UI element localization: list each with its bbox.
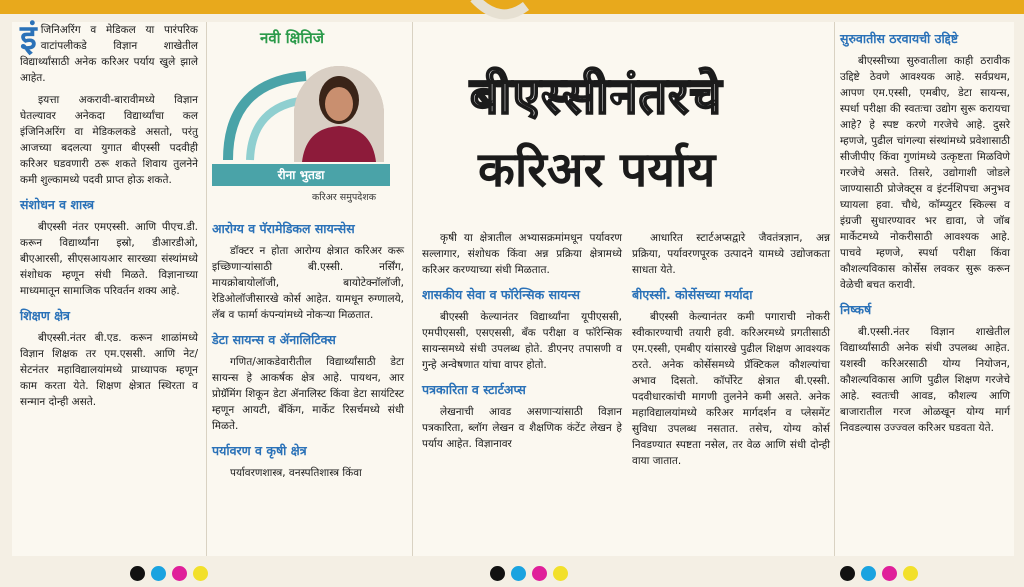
subheading: पर्यावरण व कृषी क्षेत्र xyxy=(212,443,307,458)
newspaper-page xyxy=(12,18,1014,556)
column-4 xyxy=(632,230,830,475)
column-5 xyxy=(840,22,1010,442)
intro-paragraph: इंजिनिअरिंग व मेडिकल या पारंपरिक वाटांपलीकडे विज्ञान शाखेतील विद्यार्थ्यांसाठी अनेक करिअर पर्याय खुले झाले आहेत. xyxy=(20,18,198,84)
registration-marks-right xyxy=(840,566,924,582)
headline-box xyxy=(422,46,830,216)
registration-dot xyxy=(511,566,526,581)
column-divider xyxy=(412,22,413,556)
subheading: शिक्षण क्षेत्र xyxy=(20,308,70,323)
registration-dot xyxy=(532,566,547,581)
column-divider xyxy=(206,22,207,556)
paragraph: बीएस्सीच्या सुरुवातीला काही ठरावीक उद्दिष्टे ठेवणे आवश्यक आहे. सर्वप्रथम, आपण एम.एस्सी, एमबीए, डेटा सायन्स, स्पर्धा परीक्षा की स्वतःचा उद्योग सुरू करायचा आहे? हे स्पष्ट करणे गरजेचे आहे. दुसरे म्हणजे, पुढील चांगल्या संस्थांमध्ये प्रवेशासाठी सीजीपीए किंवा गुणांमध्ये उत्कृष्टता मिळविणे गरजेचे असते. तिसरे, उद्योगाशी जोडले जाण्यासाठी प्रोजेक्ट्स व इंटर्नशिपचा अनुभव घ्यायला हवा. चौथे, कॉम्प्युटर स्किल्स व इंग्रजी सुधारण्यावर भर द्यावा, जे जॉब मार्केटमध्ये नोकरीसाठी आवश्यक आहे. पाचवे म्हणजे, स्पर्धा परीक्षा किंवा कौशल्यविकास कोर्सेस लवकर सुरू करून वेळेची बचत करावी. xyxy=(840,55,1010,291)
paragraph: बीएस्सी केल्यानंतर कमी पगाराची नोकरी स्वीकारण्याची तयारी हवी. करिअरमध्ये प्रगतीसाठी एम.एस्सी, एमबीए यांसारखे पुढील शिक्षण आवश्यक ठरते. अनेक कोर्सेसमध्ये प्रॅक्टिकल कौशल्यांचा अभाव दिसतो. कॉर्पोरेट क्षेत्रात बी.एस्सी. पदवीधारकांची मागणी तुलनेने कमी असते. अनेक महाविद्यालयांमध्ये करिअर मार्गदर्शन व प्लेसमेंट सुविधा उपलब्ध नसतात. तसेच, योग्य कोर्स निवडण्यात स्पष्टता नसेल, तर वेळ आणि संधी दोन्ही वाया जातात. xyxy=(632,311,830,467)
column-3 xyxy=(422,230,622,458)
headline-line-2: करिअर पर्याय xyxy=(478,142,716,198)
subheading: शासकीय सेवा व फॉरेन्सिक सायन्स xyxy=(422,287,580,302)
subheading: पत्रकारिता व स्टार्टअप्स xyxy=(422,382,526,397)
paragraph: बीएस्सी नंतर एमएस्सी. आणि पीएच.डी. करून विद्यार्थ्यांना इस्रो, डीआरडीओ, बीएआरसी, सीएसआयआर सारख्या संस्थांमध्ये संशोधक म्हणून संधी मिळते. विज्ञानाच्या माध्यमातून सामाजिक परिवर्तन शक्य आहे. xyxy=(20,221,198,297)
registration-dot xyxy=(151,566,166,581)
registration-marks-left xyxy=(130,566,214,582)
paragraph: डॉक्टर न होता आरोग्य क्षेत्रात करिअर करू इच्छिणाऱ्यांसाठी बी.एस्सी. नर्सिंग, मायक्रोबायोलॉजी, बायोटेक्नॉलॉजी, रेडिओलॉजीसारखे कोर्स आहेत. यामधून रुग्णालये, लॅब व फार्मा कंपन्यांमध्ये नोकऱ्या मिळतात. xyxy=(212,245,404,321)
author-role: करिअर समुपदेशक xyxy=(312,192,377,203)
author-name: रीना भुतडा xyxy=(212,164,390,186)
column-2 xyxy=(212,22,404,487)
registration-dot xyxy=(130,566,145,581)
decorative-swoosh-icon xyxy=(470,0,530,26)
registration-dot xyxy=(553,566,568,581)
registration-dot xyxy=(490,566,505,581)
registration-dot xyxy=(882,566,897,581)
registration-dot xyxy=(840,566,855,581)
registration-dot xyxy=(903,566,918,581)
subheading: आरोग्य व पॅरामेडिकल सायन्सेस xyxy=(212,221,355,236)
subheading: सुरुवातीस ठरवायची उद्दिष्टे xyxy=(840,31,959,46)
series-title: नवी क्षितिजे xyxy=(260,29,324,47)
paragraph: पर्यावरणशास्त्र, वनस्पतिशास्त्र किंवा xyxy=(230,467,362,479)
author-box xyxy=(212,22,404,212)
paragraph: गणित/आकडेवारीतील विद्यार्थ्यांसाठी डेटा सायन्स हे आकर्षक क्षेत्र आहे. पायथन, आर प्रोग्रॅमिंग शिकून डेटा ॲनालिस्ट किंवा डेटा सायंटिस्ट म्हणून आयटी, बँकिंग, मार्केट रिसर्चमध्ये संधी मिळते. xyxy=(212,356,404,432)
subheading: डेटा सायन्स व ॲनालिटिक्स xyxy=(212,332,336,347)
headline-line-1: बीएस्सीनंतरचे xyxy=(470,67,723,125)
column-divider xyxy=(834,22,835,556)
paragraph: कृषी या क्षेत्रातील अभ्यासक्रमांमधून पर्यावरण सल्लागार, संशोधक किंवा अन्न प्रक्रिया क्षेत्रामध्ये करिअर करण्याच्या संधी मिळतात. xyxy=(422,232,622,276)
registration-dot xyxy=(861,566,876,581)
subheading: बीएस्सी. कोर्सेसच्या मर्यादा xyxy=(632,287,753,302)
subheading: संशोधन व शास्त्र xyxy=(20,197,94,212)
paragraph: बीएस्सी केल्यानंतर विद्यार्थ्यांना यूपीएससी, एमपीएससी, एसएससी, बँक परीक्षा व फॉरेन्सिक सायन्समध्ये संधी उपलब्ध होते. डीएनए तपासणी व गुन्हे अन्वेषणात यांचा वापर होतो. xyxy=(422,311,622,371)
registration-dot xyxy=(172,566,187,581)
registration-dot xyxy=(193,566,208,581)
paragraph: आधारित स्टार्टअप्सद्वारे जैवतंत्रज्ञान, अन्न प्रक्रिया, पर्यावरणपूरक उत्पादने यामध्ये उद्योजकता साधता येते. xyxy=(632,232,830,276)
paragraph: इयत्ता अकरावी-बारावीमध्ये विज्ञान घेतल्यावर अनेकदा विद्यार्थ्यांचा कल इंजिनिअरिंग वा मेडिकलकडे असतो, परंतु आजच्या बदलत्या युगात बीएस्सी पदवीही करिअर घडवणारी ठरू शकते शिवाय तुलनेने कमी शुल्कामध्ये पदवी प्राप्त होऊ शकते. xyxy=(20,94,198,186)
paragraph: बीएस्सी.नंतर बी.एड. करून शाळांमध्ये विज्ञान शिक्षक तर एम.एससी. आणि नेट/सेटनंतर महाविद्यालयांमध्ये प्राध्यापक म्हणून काम करता येते. शिक्षण क्षेत्रात स्थिरता व सन्मान दोन्ही असते. xyxy=(20,332,198,408)
column-1 xyxy=(20,18,198,416)
registration-marks-center xyxy=(490,566,574,582)
paragraph: लेखनाची आवड असणाऱ्यांसाठी विज्ञान पत्रकारिता, ब्लॉग लेखन व शैक्षणिक कंटेंट लेखन हे पर्याय आहेत. विज्ञानावर xyxy=(422,406,622,450)
author-photo xyxy=(294,66,384,162)
paragraph: बी.एस्सी.नंतर विज्ञान शाखेतील विद्यार्थ्यांसाठी अनेक संधी उपलब्ध आहेत. यशस्वी करिअरसाठी योग्य नियोजन, कौशल्यविकास आणि पुढील शिक्षण गरजेचे आहे. स्वतःची आवड, कौशल्य आणि बाजारातील गरज ओळखून योग्य मार्ग निवडल्यास उज्ज्वल करिअर घडवता येते. xyxy=(840,326,1010,434)
subheading: निष्कर्ष xyxy=(840,302,872,317)
drop-cap: इं xyxy=(20,18,37,58)
